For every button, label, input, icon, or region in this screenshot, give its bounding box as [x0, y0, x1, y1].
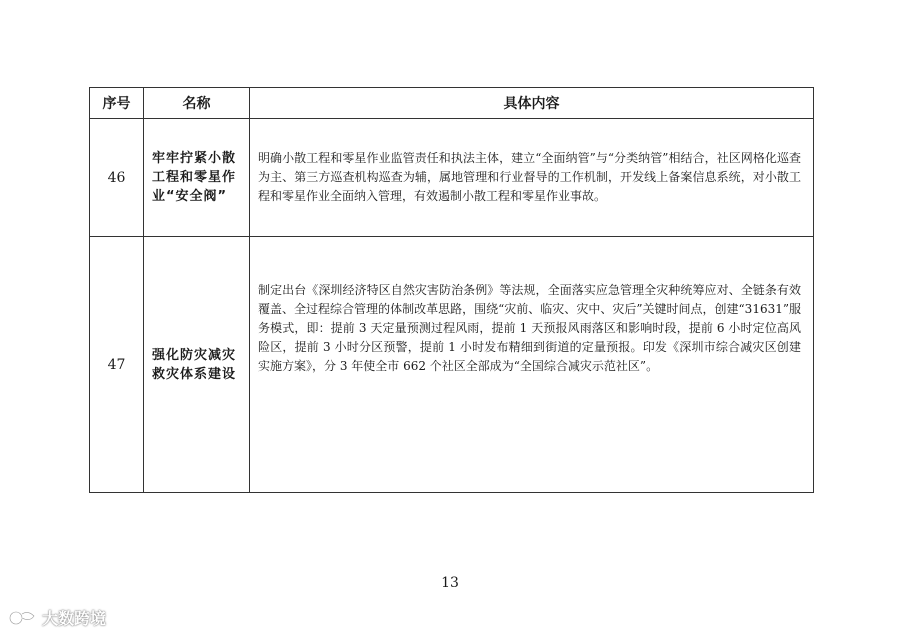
row-content: 明确小散工程和零星作业监管责任和执法主体，建立“全面纳管”与“分类纳管”相结合，社区网格化巡查为主、第三方巡查机构巡查为辅，属地管理和行业督导的工作机制，开发线上备案信息系统，对小散工程和零星作业全面纳入管理，有效遏制小散工程和零星作业事故。 [250, 119, 814, 237]
regulation-table [89, 87, 814, 493]
row-seq: 47 [90, 237, 144, 493]
row-name: 强化防灾减灾救灾体系建设 [144, 237, 250, 493]
watermark-text: 大数跨境 [42, 609, 107, 628]
header-content: 具体内容 [250, 88, 814, 119]
logo-icon [8, 608, 38, 628]
header-seq: 序号 [90, 88, 144, 119]
page-number: 13 [441, 575, 459, 591]
watermark [8, 606, 106, 629]
table-header-row [90, 88, 814, 119]
row-name: 牢牢拧紧小散工程和零星作业“安全阀” [144, 119, 250, 237]
table-row [90, 119, 814, 237]
row-seq: 46 [90, 119, 144, 237]
table-row [90, 237, 814, 493]
header-name: 名称 [144, 88, 250, 119]
row-content: 制定出台《深圳经济特区自然灾害防治条例》等法规，全面落实应急管理全灾种统筹应对、全链条有效覆盖、全过程综合管理的体制改革思路，围绕“灾前、临灾、灾中、灾后”关键时间点，创建“31631”服务模式，即：提前 3 天定量预测过程风雨，提前 1 天预报风雨落区和影响时段，提前 6 小时定位高风险区，提前 3 小时分区预警，提前 1 小时发布精细到街道的定量预报。印发《深圳市综合减灾区创建实施方案》，分 3 年使全市 662 个社区全部成为“全国综合减灾示范社区”。 [250, 237, 814, 493]
